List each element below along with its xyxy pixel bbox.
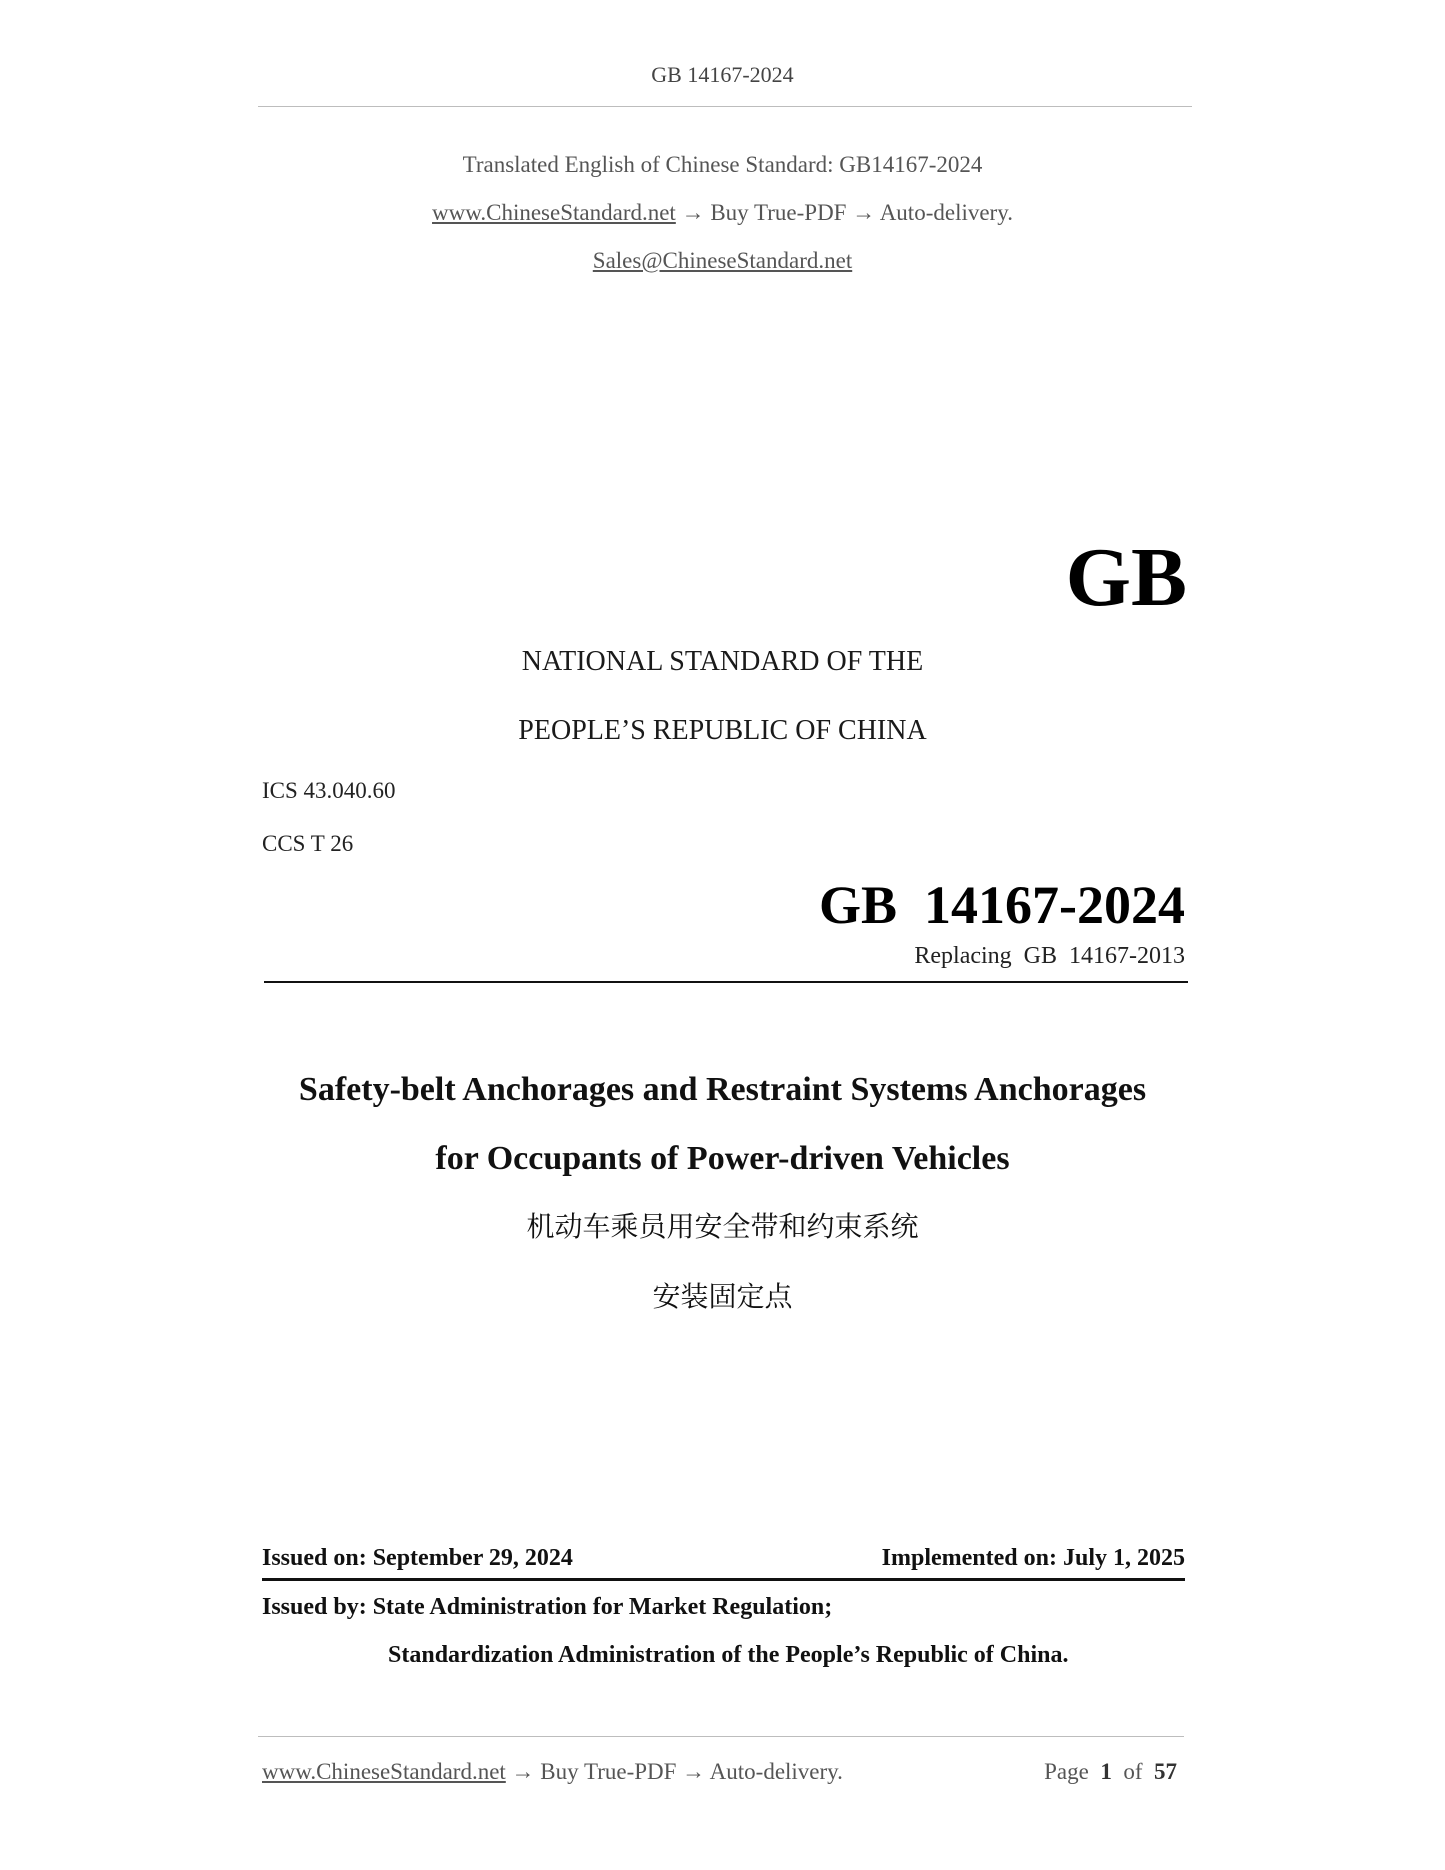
issue-divider (262, 1578, 1185, 1581)
ccs-code: CCS T 26 (262, 831, 354, 856)
ics-code: ICS 43.040.60 (262, 778, 396, 803)
translation-notice: Translated English of Chinese Standard: GB14167-2024 (462, 152, 983, 177)
purchase-text: → Buy True-PDF → Auto-delivery. (675, 200, 1013, 225)
national-standard-line-1: NATIONAL STANDARD OF THE (521, 646, 924, 677)
running-head: GB 14167-2024 (651, 62, 794, 87)
title-divider (264, 981, 1188, 983)
footer-purchase-text: → Buy True-PDF → Auto-delivery. (505, 1759, 843, 1784)
sales-email-link[interactable]: Sales@ChineseStandard.net (592, 248, 853, 273)
header-divider (258, 106, 1192, 107)
footer-purchase-line (262, 1757, 843, 1787)
title-english-line-1: Safety-belt Anchorages and Restraint Systems Anchorages (298, 1071, 1147, 1108)
page-indicator (1044, 1757, 1177, 1787)
standard-number: GB 14167-2024 (818, 875, 1185, 935)
gb-logo: GB (1065, 531, 1187, 624)
replacing-standard: Replacing GB 14167-2013 (914, 943, 1185, 969)
page-total: 57 (1154, 1759, 1177, 1784)
footer-divider (258, 1736, 1184, 1737)
page-of: of (1123, 1759, 1143, 1784)
email-line (0, 246, 1445, 276)
title-chinese-line-2: 安装固定点 (652, 1280, 793, 1313)
footer-site-link[interactable]: www.ChineseStandard.net (262, 1759, 506, 1784)
page-label: Page (1044, 1759, 1089, 1784)
page-current: 1 (1100, 1759, 1112, 1784)
title-chinese-line-1: 机动车乘员用安全带和约束系统 (526, 1210, 919, 1243)
purchase-line (0, 198, 1445, 228)
site-link[interactable]: www.ChineseStandard.net (432, 200, 676, 225)
issued-by-line-2: Standardization Administration of the People’s Republic of China. (388, 1642, 1069, 1668)
title-english-line-2: for Occupants of Power-driven Vehicles (435, 1140, 1010, 1177)
issued-on-date: Issued on: September 29, 2024 (262, 1545, 573, 1571)
issued-by-line-1: Issued by: State Administration for Market Regulation; (262, 1594, 833, 1620)
implemented-on-date: Implemented on: July 1, 2025 (881, 1545, 1185, 1571)
national-standard-line-2: PEOPLE’S REPUBLIC OF CHINA (518, 715, 927, 746)
